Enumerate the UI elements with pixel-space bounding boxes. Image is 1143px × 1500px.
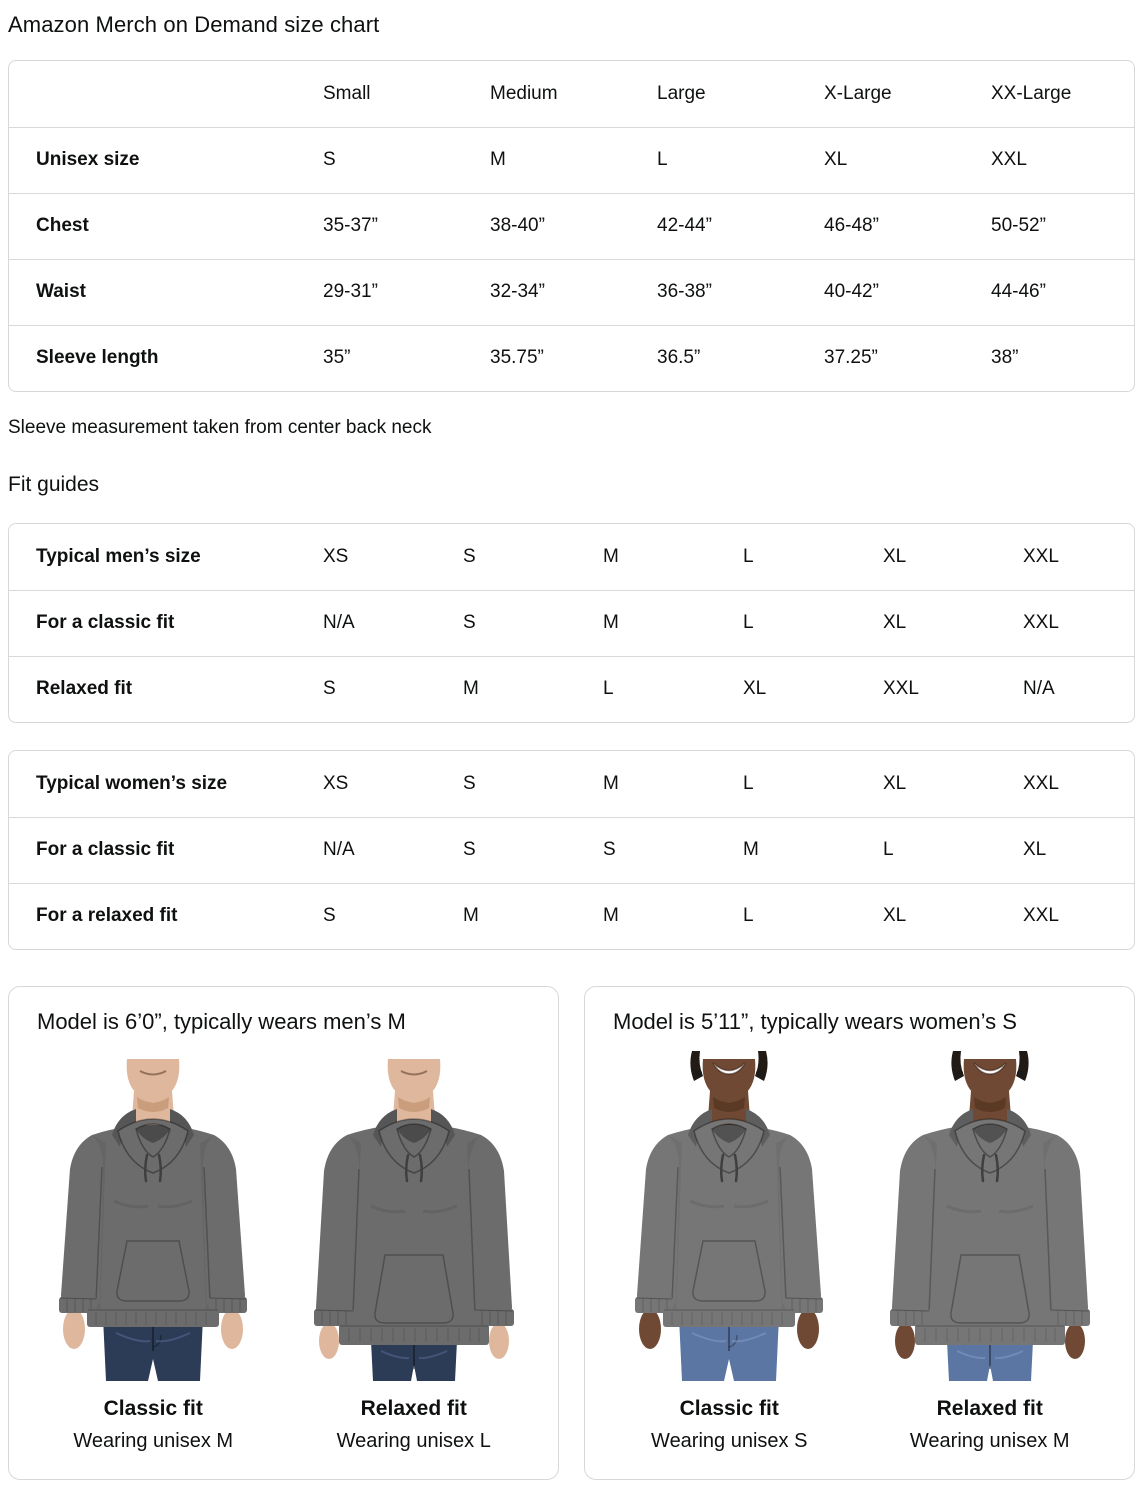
fit-guide-women-table — [8, 750, 1135, 950]
fit-cell: N/A — [1023, 678, 1055, 700]
fit-cell: S — [463, 839, 476, 860]
table-row-waist — [9, 259, 1134, 325]
row-label: Relaxed fit — [36, 678, 133, 700]
size-cell: XXL — [991, 149, 1027, 170]
fit-cell: M — [603, 545, 619, 567]
col-header-small: Small — [323, 82, 371, 104]
fit-cell: XXL — [883, 678, 919, 700]
fit-type-label: Relaxed fit — [936, 1397, 1043, 1420]
fit-cell: M — [603, 772, 619, 794]
sleeve-note: Sleeve measurement taken from center back neck — [8, 417, 432, 438]
women-relaxed-fit-photo — [865, 1051, 1115, 1381]
row-label: Typical women’s size — [36, 772, 228, 794]
row-label: Typical men’s size — [36, 545, 201, 567]
size-cell: 36-38” — [657, 281, 712, 302]
size-cell: M — [490, 149, 506, 170]
fit-cell: XL — [883, 772, 907, 794]
fit-cell: L — [883, 839, 894, 860]
size-chart-header-row — [9, 61, 1134, 127]
women-classic-fit-figure — [604, 1051, 854, 1453]
men-classic-fit-photo — [28, 1051, 278, 1381]
table-row-chest — [9, 193, 1134, 259]
fit-cell: L — [743, 612, 754, 633]
fit-cell: M — [743, 839, 759, 860]
size-chart-corner-cell — [9, 61, 323, 127]
fit-cell: XS — [323, 545, 349, 567]
fit-cell: XXL — [1023, 772, 1059, 794]
size-cell: 38” — [991, 347, 1019, 369]
women-relaxed-fit-figure — [865, 1051, 1115, 1453]
men-card-title: Model is 6’0”, typically wears men’s M — [37, 1009, 406, 1034]
table-row-unisex-size — [9, 127, 1134, 193]
col-header-xx-large: XX-Large — [991, 82, 1072, 104]
fit-cell: XXL — [1023, 545, 1059, 567]
wearing-size-label: Wearing unisex M — [909, 1430, 1070, 1452]
fit-type-label: Relaxed fit — [360, 1397, 467, 1420]
size-cell: 35” — [323, 347, 351, 369]
model-cards — [8, 986, 1135, 1480]
col-header-large: Large — [657, 82, 706, 104]
fit-cell: XXL — [1023, 612, 1059, 633]
size-cell: 40-42” — [824, 281, 879, 302]
fit-guide-men-table — [8, 523, 1135, 723]
fit-cell: M — [463, 678, 479, 700]
fit-cell: N/A — [323, 839, 355, 860]
fit-cell: XL — [743, 678, 767, 700]
table-row-women-relaxed-fit — [9, 883, 1134, 949]
fit-cell: XL — [883, 905, 907, 927]
row-label: For a classic fit — [36, 612, 175, 633]
men-relaxed-fit-figure — [289, 1051, 539, 1453]
fit-cell: L — [743, 905, 754, 927]
fit-cell: L — [603, 678, 614, 700]
table-row-typical-womens-size — [9, 751, 1134, 817]
size-cell: 38-40” — [490, 215, 545, 236]
fit-cell: XL — [883, 612, 907, 633]
page-title: Amazon Merch on Demand size chart — [8, 12, 380, 37]
fit-cell: XL — [1023, 839, 1047, 860]
women-model-card — [584, 986, 1135, 1480]
women-card-title: Model is 5’11”, typically wears women’s S — [613, 1009, 1017, 1034]
size-cell: XL — [824, 149, 848, 170]
wearing-size-label: Wearing unisex S — [651, 1430, 808, 1452]
size-chart-page — [8, 12, 1135, 1480]
col-header-x-large: X-Large — [824, 82, 892, 104]
table-row-men-relaxed-fit — [9, 656, 1134, 722]
wearing-size-label: Wearing unisex M — [73, 1430, 234, 1452]
fit-cell: S — [603, 839, 616, 860]
size-cell: 29-31” — [323, 281, 378, 302]
size-cell: 42-44” — [657, 215, 712, 236]
size-chart-table — [8, 60, 1135, 392]
row-label: Sleeve length — [36, 347, 159, 369]
size-cell: 37.25” — [824, 347, 878, 369]
fit-cell: XS — [323, 772, 349, 794]
fit-cell: M — [603, 905, 619, 927]
fit-guides-heading: Fit guides — [8, 473, 100, 496]
table-row-women-classic-fit — [9, 817, 1134, 883]
fit-cell: N/A — [323, 612, 355, 633]
size-cell: 35-37” — [323, 215, 378, 236]
size-cell: 46-48” — [824, 215, 879, 236]
men-relaxed-fit-photo — [289, 1051, 539, 1381]
row-label: Unisex size — [36, 149, 140, 170]
row-label: For a classic fit — [36, 839, 175, 860]
row-label: Waist — [36, 281, 86, 302]
table-row-typical-mens-size — [9, 524, 1134, 590]
col-header-medium: Medium — [490, 82, 558, 104]
wearing-size-label: Wearing unisex L — [336, 1430, 491, 1452]
size-cell: 44-46” — [991, 281, 1046, 302]
fit-cell: XL — [883, 545, 907, 567]
size-cell: L — [657, 149, 668, 170]
size-cell: 35.75” — [490, 347, 544, 369]
fit-cell: M — [463, 905, 479, 927]
fit-type-label: Classic fit — [679, 1397, 779, 1420]
size-cell: 32-34” — [490, 281, 545, 302]
row-label: Chest — [36, 215, 89, 236]
men-model-card — [8, 986, 559, 1480]
fit-cell: L — [743, 545, 754, 567]
fit-cell: S — [323, 905, 336, 927]
fit-cell: S — [463, 772, 476, 794]
size-cell: 50-52” — [991, 215, 1046, 236]
table-row-men-classic-fit — [9, 590, 1134, 656]
table-row-sleeve-length — [9, 325, 1134, 391]
fit-cell: M — [603, 612, 619, 633]
fit-cell: XXL — [1023, 905, 1059, 927]
row-label: For a relaxed fit — [36, 905, 178, 927]
fit-cell: L — [743, 772, 754, 794]
fit-type-label: Classic fit — [103, 1397, 203, 1420]
men-classic-fit-figure — [28, 1051, 278, 1453]
size-cell: 36.5” — [657, 347, 701, 369]
fit-cell: S — [323, 678, 336, 700]
fit-cell: S — [463, 545, 476, 567]
women-classic-fit-photo — [604, 1051, 854, 1381]
size-cell: S — [323, 149, 336, 170]
fit-cell: S — [463, 612, 476, 633]
